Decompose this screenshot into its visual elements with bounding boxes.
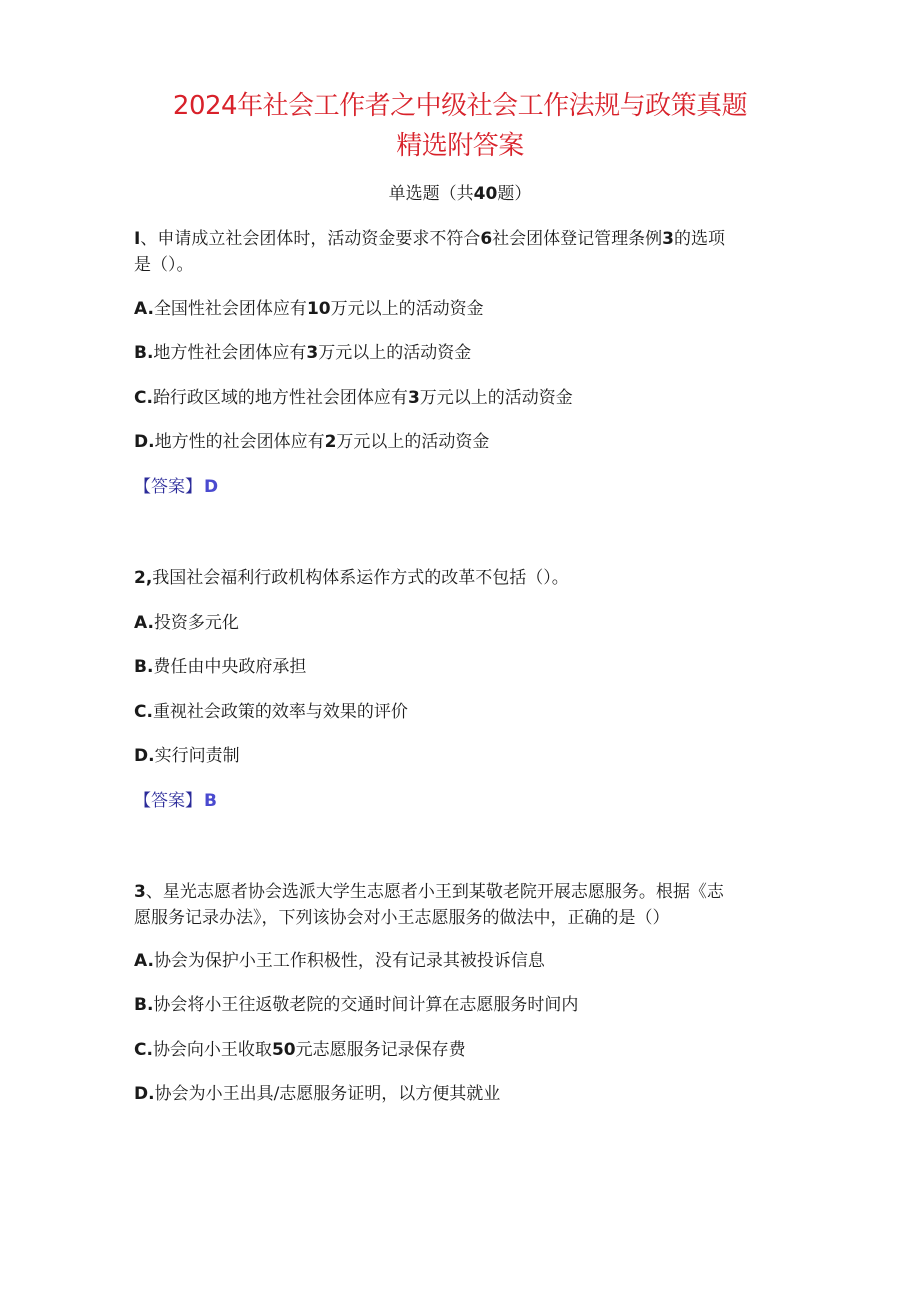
option-text: 重视社会政策的效率与效果的评价 <box>152 702 408 722</box>
question-2-option-c <box>134 699 784 725</box>
question-1-stem-line2: 是（）。 <box>134 255 194 275</box>
option-text: 跆行政区域的地方性社会团体应有 <box>152 388 408 408</box>
stem-mark: 6 <box>480 229 493 249</box>
option-key: A. <box>134 613 154 633</box>
option-text: 全国性社会团体应有 <box>153 299 307 319</box>
question-3-option-b <box>134 992 784 1018</box>
option-text: 协会为保护小王工作积极性，没有记录其被投诉信息 <box>153 951 545 971</box>
stem-text: 、申请成立社会团体时，活动资金要求不符合 <box>140 229 481 249</box>
option-text: 万元以上的活动资金 <box>336 432 490 452</box>
option-text: 费任由中央政府承担 <box>153 657 307 677</box>
option-number: 50 <box>271 1040 296 1060</box>
answer-label: 【答案】 <box>134 477 202 497</box>
document-title-line1: 2024年社会工作者之中级社会工作法规与政策真题 <box>172 91 748 121</box>
option-text: 协会为小王出具/志愿服务证明，以方便其就业 <box>154 1084 501 1104</box>
question-number: I <box>134 229 141 249</box>
stem-text: 社会团体登记管理条例 <box>492 229 663 249</box>
stem-mark: 3 <box>662 229 675 249</box>
option-key: C. <box>134 702 153 722</box>
question-2-answer <box>134 788 217 814</box>
option-text: 万元以上的活动资金 <box>330 299 484 319</box>
option-number: 2 <box>324 432 337 452</box>
stem-text: 、星光志愿者协会选派大学生志愿者小王到某敬老院开展志愿服务。根据《志 <box>145 882 724 902</box>
option-text: 万元以上的活动资金 <box>318 343 472 363</box>
question-3-stem-line2: 愿服务记录办法》，下列该协会对小王志愿服务的做法中，正确的是（） <box>134 908 670 928</box>
section-suffix: 题） <box>497 184 532 204</box>
question-count: 40 <box>473 184 498 204</box>
question-1-option-a <box>134 296 784 322</box>
question-number: 2, <box>134 568 153 588</box>
option-key: C. <box>134 388 153 408</box>
answer-value: D <box>204 477 219 497</box>
question-2-option-b <box>134 654 784 680</box>
option-key: C. <box>134 1040 153 1060</box>
option-text: 元志愿服务记录保存费 <box>295 1040 466 1060</box>
question-3-option-c <box>134 1037 784 1063</box>
question-2-option-a <box>134 610 784 636</box>
option-text: 协会将小王往返敬老院的交通时间计算在志愿服务时间内 <box>153 995 579 1015</box>
stem-text: 的选项 <box>674 229 726 249</box>
stem-text: 我国社会福利行政机构体系运作方式的改革不包括（）。 <box>152 568 569 588</box>
question-1-option-d <box>134 429 784 455</box>
question-2-option-d <box>134 743 784 769</box>
option-text: 万元以上的活动资金 <box>419 388 573 408</box>
question-1-option-c <box>134 385 784 411</box>
option-key: B. <box>134 343 154 363</box>
question-1-option-b <box>134 340 784 366</box>
question-3-option-d <box>134 1081 784 1107</box>
question-1-answer <box>134 474 218 500</box>
question-1-stem <box>134 226 784 252</box>
option-text: 地方性的社会团体应有 <box>154 432 325 452</box>
option-text: 实行问责制 <box>154 746 240 766</box>
document-title-line2: 精选附答案 <box>396 131 524 161</box>
option-key: D. <box>134 432 155 452</box>
answer-label: 【答案】 <box>134 791 202 811</box>
option-text: 投资多元化 <box>153 613 239 633</box>
question-3-stem <box>134 879 784 905</box>
answer-value: B <box>204 791 217 811</box>
option-text: 协会向小王收取 <box>152 1040 272 1060</box>
question-number: 3 <box>134 882 146 902</box>
option-key: D. <box>134 746 155 766</box>
option-number: 3 <box>306 343 319 363</box>
option-key: B. <box>134 995 154 1015</box>
question-2-stem <box>134 565 784 591</box>
option-text: 地方性社会团体应有 <box>153 343 307 363</box>
option-key: A. <box>134 951 154 971</box>
option-number: 10 <box>306 299 331 319</box>
option-number: 3 <box>407 388 420 408</box>
option-key: D. <box>134 1084 155 1104</box>
option-key: A. <box>134 299 154 319</box>
question-3-option-a <box>134 948 784 974</box>
option-key: B. <box>134 657 154 677</box>
section-heading <box>0 182 920 206</box>
section-prefix: 单选题（共 <box>388 184 474 204</box>
